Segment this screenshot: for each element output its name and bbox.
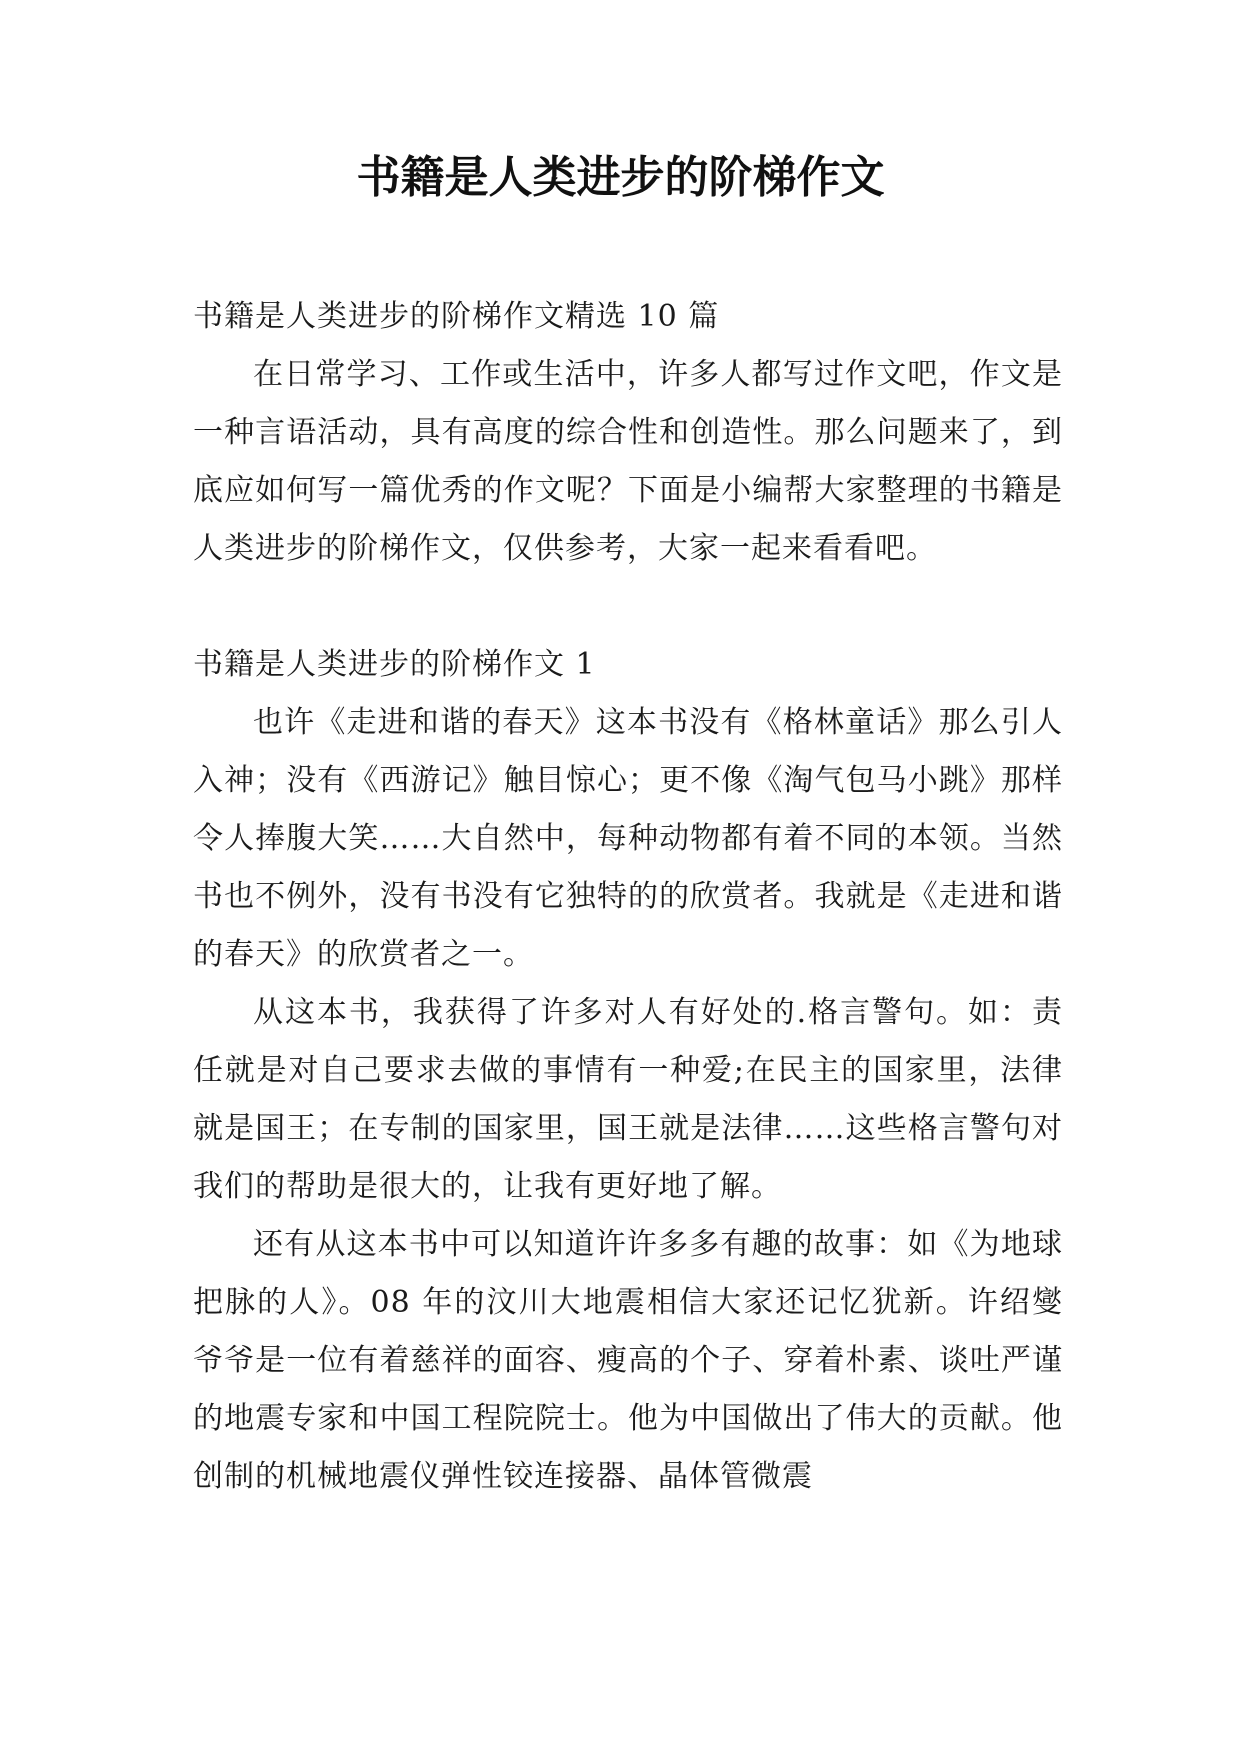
- section-spacer: [193, 578, 1063, 636]
- essay-1-heading: 书籍是人类进步的阶梯作文 1: [193, 647, 596, 682]
- essay-1-paragraph: 还有从这本书中可以知道许许多多有趣的故事：如《为地球把脉的人》。08 年的汶川大地震相信大家还记忆犹新。许绍燮爷爷是一位有着慈祥的面容、瘦高的个子、穿着朴素、谈吐严谨的地震专家和中国工程院院士。他为中国做出了伟大的贡献。他创制的机械地震仪弹性铰连接器、晶体管微震: [193, 1227, 1063, 1494]
- intro-heading: 书籍是人类进步的阶梯作文精选 10 篇: [193, 299, 720, 334]
- document-title: 书籍是人类进步的阶梯作文: [356, 152, 885, 203]
- essay-1-paragraph: 也许《走进和谐的春天》这本书没有《格林童话》那么引人入神；没有《西游记》触目惊心；更不像《淘气包马小跳》那样令人捧腹大笑……大自然中，每种动物都有着不同的本领。当然书也不例外，没有书没有它独特的的欣赏者。我就是《走进和谐的春天》的欣赏者之一。: [193, 705, 1063, 972]
- essay-1-paragraph: 从这本书，我获得了许多对人有好处的.格言警句。如：责任就是对自己要求去做的事情有一种爱;在民主的国家里，法律就是国王；在专制的国家里，国王就是法律……这些格言警句对我们的帮助是很大的，让我有更好地了解。: [193, 995, 1063, 1204]
- document-body: [193, 288, 1063, 1506]
- intro-paragraph: 在日常学习、工作或生活中，许多人都写过作文吧，作文是一种言语活动，具有高度的综合性和创造性。那么问题来了，到底应如何写一篇优秀的作文呢？下面是小编帮大家整理的书籍是人类进步的阶梯作文，仅供参考，大家一起来看看吧。: [193, 357, 1063, 566]
